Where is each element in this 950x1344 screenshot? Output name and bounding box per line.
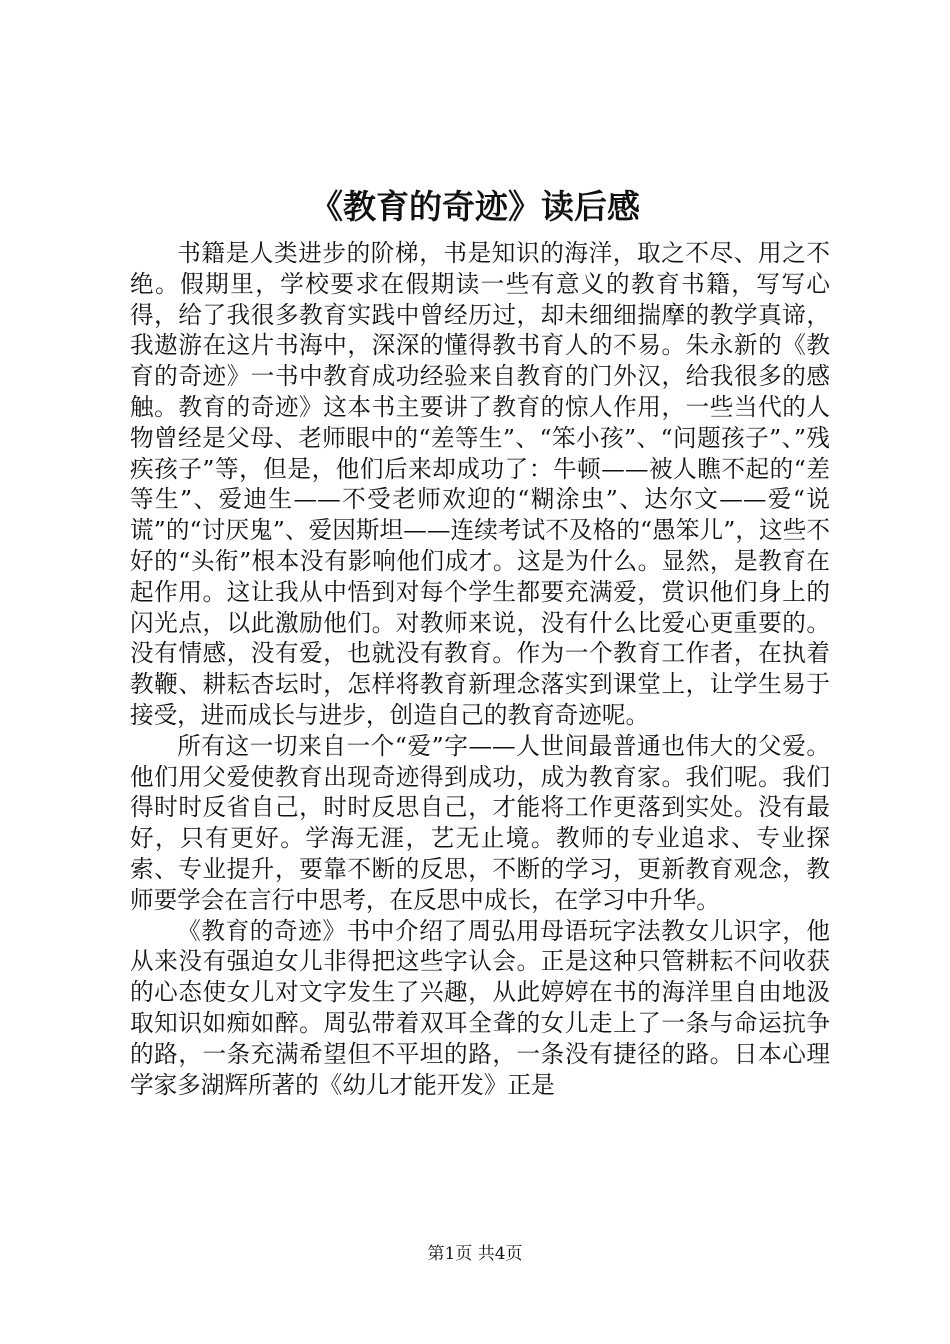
paragraph-2: 所有这一切来自一个“爱”字——人世间最普通也伟大的父爱。他们用父爱使教育出现奇迹得到成功，成为教育家。我们呢。我们得时时反省自己，时时反思自己，才能将工作更落到实处。没有最好，只有更好。学海无涯，艺无止境。教师的专业追求、专业探索、专业提升，要靠不断的反思，不断的学习，更新教育观念，教师要学会在言行中思考，在反思中成长，在学习中升华。 (130, 731, 830, 914)
page-number-footer: 第1页 共4页 (427, 1244, 523, 1264)
document-body (130, 238, 830, 1100)
paragraph-1: 书籍是人类进步的阶梯，书是知识的海洋，取之不尽、用之不绝。假期里，学校要求在假期读一些有意义的教育书籍，写写心得，给了我很多教育实践中曾经历过，却未细细揣摩的教学真谛，我遨游在这片书海中，深深的懂得教书育人的不易。朱永新的《教育的奇迹》一书中教育成功经验来自教育的门外汉，给我很多的感触。教育的奇迹》这本书主要讲了教育的惊人作用，一些当代的人物曾经是父母、老师眼中的“差等生”、“笨小孩”、“问题孩子”、”残疾孩子”等，但是，他们后来却成功了：牛顿——被人瞧不起的“差等生”、爱迪生——不受老师欢迎的“糊涂虫”、达尔文——爱“说谎”的“讨厌鬼”、爱因斯坦——连续考试不及格的“愚笨儿”，这些不好的“头衔”根本没有影响他们成才。这是为什么。显然，是教育在起作用。这让我从中悟到对每个学生都要充满爱，赏识他们身上的闪光点，以此激励他们。对教师来说，没有什么比爱心更重要的。没有情感，没有爱，也就没有教育。作为一个教育工作者，在执着教鞭、耕耘杏坛时，怎样将教育新理念落实到课堂上，让学生易于接受，进而成长与进步，创造自己的教育奇迹呢。 (130, 239, 830, 729)
document-title: 《教育的奇迹》读后感 (310, 187, 640, 226)
paragraph-3: 《教育的奇迹》书中介绍了周弘用母语玩字法教女儿识字，他从来没有强迫女儿非得把这些字认会。正是这种只管耕耘不问收获的心态使女儿对文字发生了兴趣，从此婷婷在书的海洋里自由地汲取知识如痴如醉。周弘带着双耳全聋的女儿走上了一条与命运抗争的路，一条充满希望但不平坦的路，一条没有捷径的路。日本心理学家多湖辉所著的《幼儿才能开发》正是 (130, 916, 830, 1099)
